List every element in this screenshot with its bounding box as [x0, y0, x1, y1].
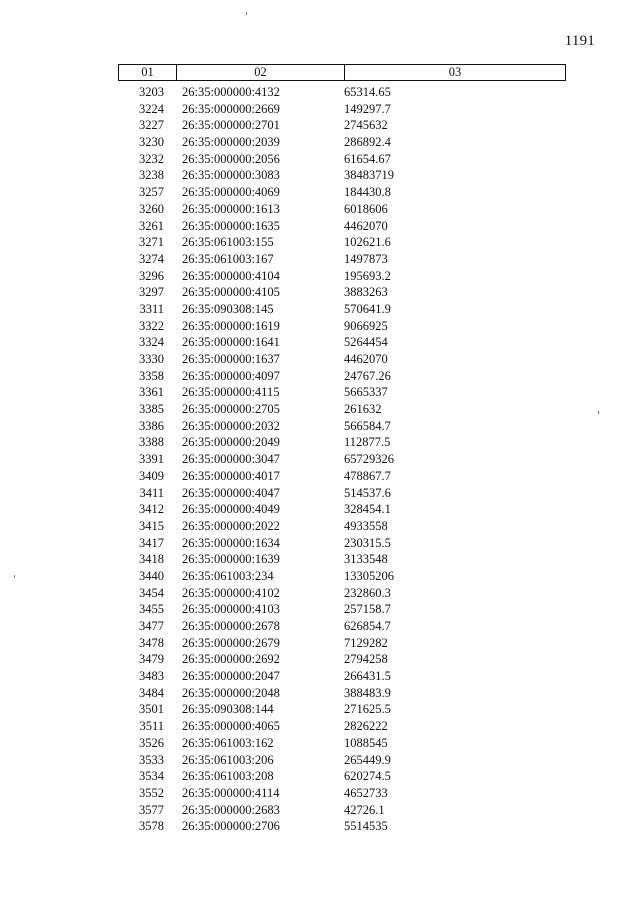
- value-cell: 388483.9: [344, 685, 391, 700]
- table-row: [118, 301, 566, 318]
- table-row: [118, 485, 566, 502]
- cadastral-number-cell: 26:35:000000:2039: [182, 135, 280, 150]
- table-row: [118, 184, 566, 201]
- table-row: [118, 651, 566, 668]
- value-cell: 265449.9: [344, 752, 391, 767]
- cadastral-number-cell: 26:35:000000:4115: [182, 385, 280, 400]
- value-cell: 230315.5: [344, 535, 391, 550]
- cadastral-number-cell: 26:35:000000:1641: [182, 335, 280, 350]
- table-row: [118, 401, 566, 418]
- column-header-02: 02: [177, 65, 345, 80]
- column-header-01: 01: [119, 65, 177, 80]
- scan-speck: [14, 575, 15, 578]
- row-index-cell: 3261: [139, 218, 164, 233]
- cadastral-number-cell: 26:35:000000:4103: [182, 602, 280, 617]
- cadastral-number-cell: 26:35:000000:1639: [182, 552, 280, 567]
- cadastral-number-cell: 26:35:000000:4049: [182, 502, 280, 517]
- value-cell: 4462070: [344, 218, 388, 233]
- table-row: [118, 201, 566, 218]
- row-index-cell: 3534: [139, 769, 164, 784]
- table-row: [118, 234, 566, 251]
- table-row: [118, 718, 566, 735]
- value-cell: 2745632: [344, 118, 388, 133]
- row-index-cell: 3224: [139, 101, 164, 116]
- row-index-cell: 3274: [139, 251, 164, 266]
- table-row: [118, 585, 566, 602]
- scan-speck: [246, 12, 247, 15]
- row-index-cell: 3484: [139, 685, 164, 700]
- value-cell: 328454.1: [344, 502, 391, 517]
- row-index-cell: 3501: [139, 702, 164, 717]
- row-index-cell: 3409: [139, 468, 164, 483]
- row-index-cell: 3391: [139, 452, 164, 467]
- table-row: [118, 668, 566, 685]
- row-index-cell: 3552: [139, 785, 164, 800]
- cadastral-number-cell: 26:35:000000:2705: [182, 402, 280, 417]
- value-cell: 149297.7: [344, 101, 391, 116]
- row-index-cell: 3358: [139, 368, 164, 383]
- row-index-cell: 3361: [139, 385, 164, 400]
- table-row: [118, 568, 566, 585]
- table-row: [118, 368, 566, 385]
- row-index-cell: 3324: [139, 335, 164, 350]
- row-index-cell: 3230: [139, 135, 164, 150]
- table-row: [118, 752, 566, 769]
- value-cell: 2794258: [344, 652, 388, 667]
- row-index-cell: 3479: [139, 652, 164, 667]
- cadastral-number-cell: 26:35:000000:4104: [182, 268, 280, 283]
- cadastral-number-cell: 26:35:090308:144: [182, 702, 274, 717]
- row-index-cell: 3455: [139, 602, 164, 617]
- cadastral-number-cell: 26:35:000000:4097: [182, 368, 280, 383]
- value-cell: 271625.5: [344, 702, 391, 717]
- value-cell: 4652733: [344, 785, 388, 800]
- cadastral-number-cell: 26:35:061003:234: [182, 568, 274, 583]
- value-cell: 42726.1: [344, 802, 385, 817]
- row-index-cell: 3454: [139, 585, 164, 600]
- cadastral-number-cell: 26:35:000000:3083: [182, 168, 280, 183]
- value-cell: 112877.5: [344, 435, 391, 450]
- row-index-cell: 3388: [139, 435, 164, 450]
- table-row: [118, 535, 566, 552]
- cadastral-number-cell: 26:35:000000:4114: [182, 785, 280, 800]
- value-cell: 102621.6: [344, 235, 391, 250]
- row-index-cell: 3238: [139, 168, 164, 183]
- value-cell: 2826222: [344, 719, 388, 734]
- value-cell: 5264454: [344, 335, 388, 350]
- value-cell: 3133548: [344, 552, 388, 567]
- table-row: [118, 635, 566, 652]
- value-cell: 1088545: [344, 735, 388, 750]
- table-row: [118, 418, 566, 435]
- value-cell: 65314.65: [344, 85, 391, 99]
- table-row: [118, 101, 566, 118]
- value-cell: 257158.7: [344, 602, 391, 617]
- cadastral-number-cell: 26:35:000000:2706: [182, 819, 280, 834]
- table-row: [118, 117, 566, 134]
- row-index-cell: 3257: [139, 185, 164, 200]
- cadastral-number-cell: 26:35:000000:4069: [182, 185, 280, 200]
- row-index-cell: 3526: [139, 735, 164, 750]
- value-cell: 195693.2: [344, 268, 391, 283]
- row-index-cell: 3227: [139, 118, 164, 133]
- table-row: [118, 218, 566, 235]
- row-index-cell: 3483: [139, 669, 164, 684]
- value-cell: 7129282: [344, 635, 388, 650]
- table-row: [118, 802, 566, 819]
- cadastral-number-cell: 26:35:000000:4047: [182, 485, 280, 500]
- table-row: [118, 151, 566, 168]
- value-cell: 38483719: [344, 168, 394, 183]
- row-index-cell: 3297: [139, 285, 164, 300]
- cadastral-number-cell: 26:35:000000:1634: [182, 535, 280, 550]
- cadastral-number-cell: 26:35:061003:155: [182, 235, 274, 250]
- cadastral-number-cell: 26:35:000000:2032: [182, 418, 280, 433]
- table-row: [118, 167, 566, 184]
- value-cell: 478867.7: [344, 468, 391, 483]
- row-index-cell: 3411: [139, 485, 164, 500]
- cadastral-number-cell: 26:35:000000:1619: [182, 318, 280, 333]
- table-row: [118, 134, 566, 151]
- cadastral-number-cell: 26:35:000000:2692: [182, 652, 280, 667]
- cadastral-number-cell: 26:35:000000:3047: [182, 452, 280, 467]
- cadastral-number-cell: 26:35:000000:2701: [182, 118, 280, 133]
- table-body: [118, 84, 566, 835]
- value-cell: 626854.7: [344, 619, 391, 633]
- table-row: [118, 501, 566, 518]
- table-header: [118, 64, 566, 81]
- cadastral-number-cell: 26:35:000000:2683: [182, 802, 280, 817]
- value-cell: 184430.8: [344, 185, 391, 200]
- table-row: [118, 468, 566, 485]
- table-row: [118, 251, 566, 268]
- value-cell: 4462070: [344, 352, 388, 366]
- cadastral-number-cell: 26:35:090308:145: [182, 301, 274, 316]
- cadastral-number-cell: 26:35:061003:208: [182, 769, 274, 784]
- table-row: [118, 451, 566, 468]
- cadastral-number-cell: 26:35:061003:167: [182, 251, 274, 266]
- value-cell: 6018606: [344, 201, 388, 216]
- cadastral-number-cell: 26:35:000000:2678: [182, 619, 280, 633]
- value-cell: 232860.3: [344, 585, 391, 600]
- cadastral-number-cell: 26:35:000000:4102: [182, 585, 280, 600]
- cadastral-number-cell: 26:35:000000:2048: [182, 685, 280, 700]
- row-index-cell: 3511: [139, 719, 164, 734]
- cadastral-number-cell: 26:35:000000:2056: [182, 151, 280, 166]
- column-header-03: 03: [448, 65, 462, 79]
- cadastral-number-cell: 26:35:000000:4105: [182, 285, 280, 300]
- table-row: [118, 601, 566, 618]
- row-index-cell: 3296: [139, 268, 164, 283]
- scan-speck: [598, 411, 599, 414]
- row-index-cell: 3203: [139, 85, 164, 99]
- value-cell: 266431.5: [344, 669, 391, 684]
- row-index-cell: 3417: [139, 535, 164, 550]
- value-cell: 286892.4: [344, 135, 391, 150]
- row-index-cell: 3478: [139, 635, 164, 650]
- value-cell: 5514535: [344, 819, 388, 834]
- row-index-cell: 3260: [139, 201, 164, 216]
- table-row: [118, 818, 566, 835]
- cadastral-number-cell: 26:35:061003:206: [182, 752, 274, 767]
- table-row: [118, 268, 566, 285]
- cadastral-number-cell: 26:35:000000:2022: [182, 518, 280, 533]
- row-index-cell: 3415: [139, 518, 164, 533]
- row-index-cell: 3311: [139, 301, 164, 316]
- table-row: [118, 384, 566, 401]
- row-index-cell: 3322: [139, 318, 164, 333]
- table-row: [118, 434, 566, 451]
- row-index-cell: 3440: [139, 568, 164, 583]
- row-index-cell: 3386: [139, 418, 164, 433]
- cadastral-number-cell: 26:35:000000:4065: [182, 719, 280, 734]
- row-index-cell: 3271: [139, 235, 164, 250]
- row-index-cell: 3578: [139, 819, 164, 834]
- cadastral-number-cell: 26:35:000000:2679: [182, 635, 280, 650]
- table-row: [118, 318, 566, 335]
- cadastral-number-cell: 26:35:000000:2669: [182, 101, 280, 116]
- page-number: 1191: [564, 33, 595, 49]
- table-row: [118, 518, 566, 535]
- cadastral-number-cell: 26:35:061003:162: [182, 735, 274, 750]
- value-cell: 570641.9: [344, 301, 391, 316]
- value-cell: 13305206: [344, 568, 394, 583]
- table-row: [118, 768, 566, 785]
- row-index-cell: 3232: [139, 151, 164, 166]
- value-cell: 566584.7: [344, 418, 391, 433]
- table-row: [118, 351, 566, 368]
- row-index-cell: 3330: [139, 352, 164, 366]
- value-cell: 9066925: [344, 318, 388, 333]
- value-cell: 514537.6: [344, 485, 391, 500]
- value-cell: 65729326: [344, 452, 394, 467]
- row-index-cell: 3412: [139, 502, 164, 517]
- table-row: [118, 701, 566, 718]
- table-row: [118, 735, 566, 752]
- value-cell: 4933558: [344, 518, 388, 533]
- cadastral-number-cell: 26:35:000000:1635: [182, 218, 280, 233]
- cadastral-number-cell: 26:35:000000:4132: [182, 85, 280, 99]
- row-index-cell: 3477: [139, 619, 164, 633]
- table-row: [118, 685, 566, 702]
- row-index-cell: 3577: [139, 802, 164, 817]
- value-cell: 620274.5: [344, 769, 391, 784]
- cadastral-number-cell: 26:35:000000:2047: [182, 669, 280, 684]
- row-index-cell: 3533: [139, 752, 164, 767]
- cadastral-number-cell: 26:35:000000:1637: [182, 352, 280, 366]
- table-row: [118, 551, 566, 568]
- value-cell: 24767.26: [344, 368, 391, 383]
- value-cell: 61654.67: [344, 151, 391, 166]
- table-row: [118, 618, 566, 635]
- value-cell: 3883263: [344, 285, 388, 300]
- table-row: [118, 284, 566, 301]
- cadastral-number-cell: 26:35:000000:1613: [182, 201, 280, 216]
- cadastral-number-cell: 26:35:000000:4017: [182, 468, 280, 483]
- table-row: [118, 785, 566, 802]
- value-cell: 5665337: [344, 385, 388, 400]
- table-row: [118, 84, 566, 101]
- table-row: [118, 334, 566, 351]
- cadastral-number-cell: 26:35:000000:2049: [182, 435, 280, 450]
- value-cell: 261632: [344, 402, 382, 417]
- value-cell: 1497873: [344, 251, 388, 266]
- row-index-cell: 3418: [139, 552, 164, 567]
- row-index-cell: 3385: [139, 402, 164, 417]
